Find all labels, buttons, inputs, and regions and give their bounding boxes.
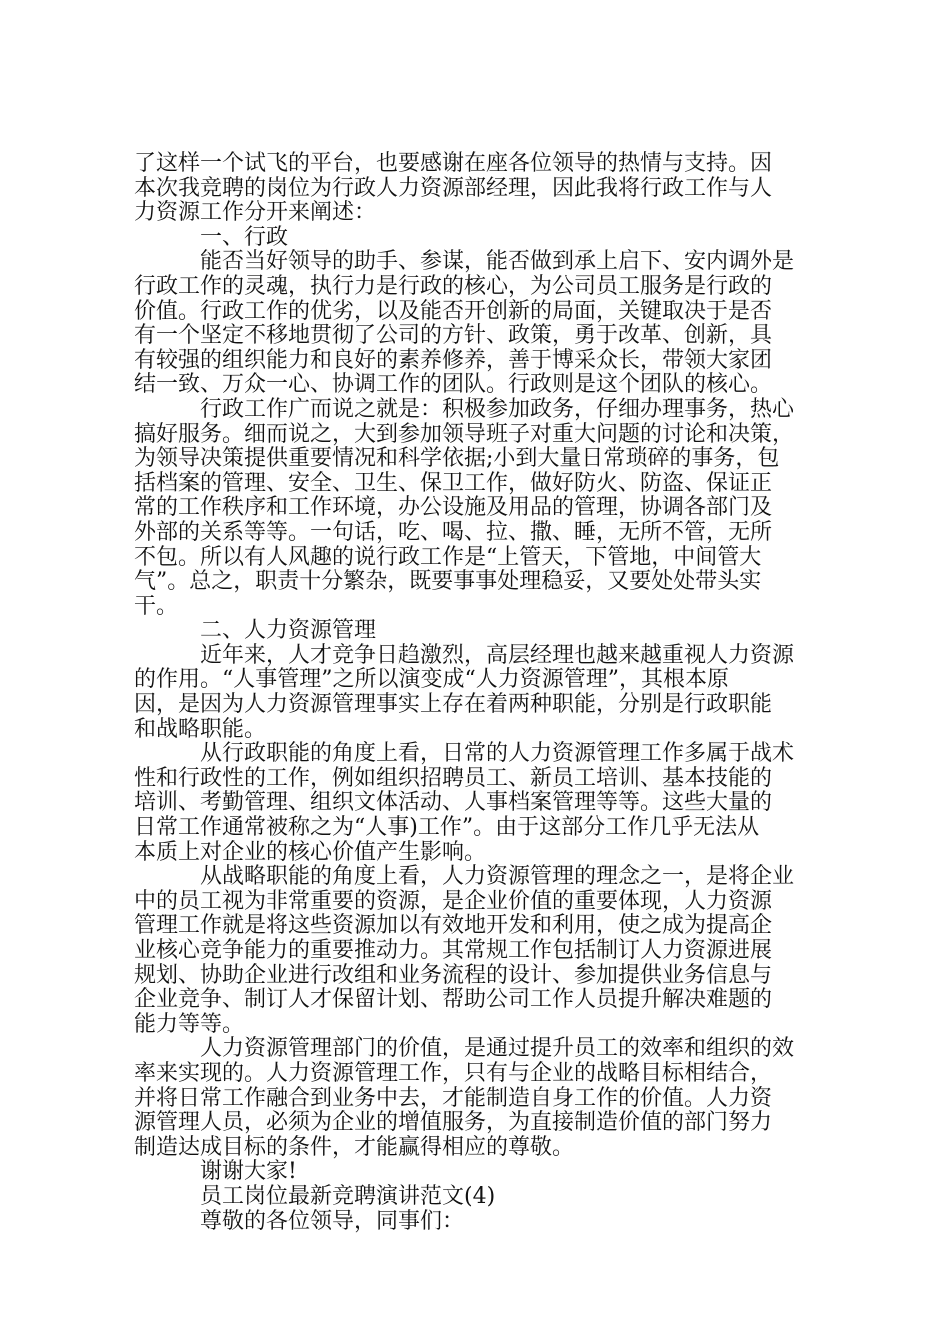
text-line: 性和行政性的工作，例如组织招聘员工、新员工培训、基本技能的 bbox=[134, 765, 773, 791]
text-line: 因，是因为人力资源管理事实上存在着两种职能，分别是行政职能 bbox=[134, 692, 773, 718]
text-line: 中的员工视为非常重要的资源，是企业价值的重要体现，人力资源 bbox=[134, 888, 773, 914]
text-line: 从战略职能的角度上看，人力资源管理的理念之一，是将企业 bbox=[200, 864, 795, 890]
text-line: 员工岗位最新竞聘演讲范文(4) bbox=[200, 1183, 496, 1209]
text-line: 谢谢大家! bbox=[200, 1159, 297, 1185]
text-line: 气”。总之，职责十分繁杂，既要事事处理稳妥，又要处处带头实 bbox=[134, 569, 762, 595]
text-line: 有较强的组织能力和良好的素养修养，善于博采众长，带领大家团 bbox=[134, 347, 773, 373]
text-line: 力资源工作分开来阐述： bbox=[134, 200, 377, 226]
text-line: 能否当好领导的助手、参谋，能否做到承上启下、安内调外是 bbox=[200, 249, 795, 275]
text-line: 从行政职能的角度上看，日常的人力资源管理工作多属于战术 bbox=[200, 741, 795, 767]
text-line: 源管理人员，必须为企业的增值服务，为直接制造价值的部门努力 bbox=[134, 1110, 773, 1136]
text-line: 和战略职能。 bbox=[134, 716, 267, 742]
text-line: 外部的关系等等。一句话，吃、喝、拉、撒、睡，无所不管，无所 bbox=[134, 519, 773, 545]
text-line: 行政工作的灵魂，执行力是行政的核心，为公司员工服务是行政的 bbox=[134, 273, 773, 299]
text-line: 率来实现的。人力资源管理工作，只有与企业的战略目标相结合， bbox=[134, 1060, 773, 1086]
text-line: 不包。所以有人风趣的说行政工作是“上管天，下管地，中间管大 bbox=[134, 544, 762, 570]
text-line: 二、人力资源管理 bbox=[200, 618, 377, 644]
text-line: 价值。行政工作的优劣，以及能否开创新的局面，关键取决于是否 bbox=[134, 298, 773, 324]
text-line: 的作用。“人事管理”之所以演变成“人力资源管理”，其根本原 bbox=[134, 667, 729, 693]
text-line: 结一致、万众一心、协调工作的团队。行政则是这个团队的核心。 bbox=[134, 372, 773, 398]
text-line: 搞好服务。细而说之，大到参加领导班子对重大问题的讨论和决策， bbox=[134, 421, 795, 447]
text-line: 干。 bbox=[134, 593, 179, 619]
text-line: 制造达成目标的条件，才能赢得相应的尊敬。 bbox=[134, 1134, 575, 1160]
text-line: 尊敬的各位领导，同事们： bbox=[200, 1208, 465, 1234]
text-line: 常的工作秩序和工作环境，办公设施及用品的管理，协调各部门及 bbox=[134, 495, 773, 521]
text-line: 近年来，人才竞争日趋激烈，高层经理也越来越重视人力资源 bbox=[200, 642, 795, 668]
text-line: 有一个坚定不移地贯彻了公司的方针、政策，勇于改革、创新，具 bbox=[134, 323, 773, 349]
text-line: 本次我竞聘的岗位为行政人力资源部经理，因此我将行政工作与人 bbox=[134, 175, 773, 201]
text-line: 本质上对企业的核心价值产生影响。 bbox=[134, 839, 487, 865]
text-line: 业核心竞争能力的重要推动力。其常规工作包括制订人力资源进展 bbox=[134, 938, 773, 963]
text-line: 行政工作广而说之就是：积极参加政务，仔细办理事务，热心 bbox=[200, 396, 795, 422]
text-line: 并将日常工作融合到业务中去，才能制造自身工作的价值。人力资 bbox=[134, 1085, 773, 1111]
text-line: 规划、协助企业进行改组和业务流程的设计、参加提供业务信息与 bbox=[134, 962, 773, 988]
text-line: 培训、考勤管理、组织文体活动、人事档案管理等等。这些大量的 bbox=[134, 790, 773, 816]
text-line: 为领导决策提供重要情况和科学依据;小到大量日常琐碎的事务，包 bbox=[134, 446, 780, 472]
document-body bbox=[134, 152, 824, 1234]
text-line: 了这样一个试飞的平台，也要感谢在座各位领导的热情与支持。因 bbox=[134, 151, 773, 176]
text-line: 一、行政 bbox=[200, 224, 289, 250]
text-line: 日常工作通常被称之为“人事)工作”。由于这部分工作几乎无法从 bbox=[134, 815, 760, 841]
text-line: 人力资源管理部门的价值，是通过提升员工的效率和组织的效 bbox=[200, 1036, 795, 1062]
text-line: 括档案的管理、安全、卫生、保卫工作，做好防火、防盗、保证正 bbox=[134, 470, 773, 496]
text-line: 管理工作就是将这些资源加以有效地开发和利用，使之成为提高企 bbox=[134, 913, 773, 939]
text-line: 企业竞争、制订人才保留计划、帮助公司工作人员提升解决难题的 bbox=[134, 987, 773, 1013]
text-line: 能力等等。 bbox=[134, 1011, 245, 1037]
